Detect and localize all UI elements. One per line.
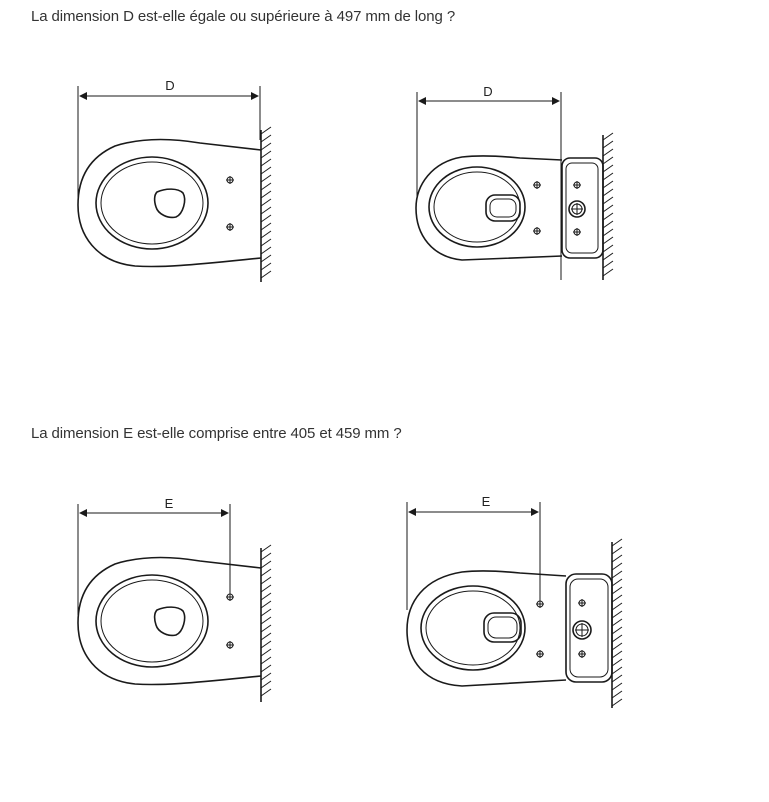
mounting-points [536,600,544,658]
cistern [566,574,612,682]
dimension-line-e [407,494,540,610]
dimension-label: E [164,496,174,511]
wall-hatching [603,133,613,280]
toilet-bowl [416,156,562,260]
mounting-points [533,181,541,235]
diagram-close-coupled-toilet-e [0,420,769,720]
question-dimension-e: La dimension E est-elle comprise entre 405 et 459 mm ? [31,425,402,442]
dimension-label: D [165,78,175,93]
dimension-label: E [481,494,491,509]
question-dimension-d: La dimension D est-elle égale ou supérieure à 497 mm de long ? [31,8,456,25]
wall-hatching [612,539,622,708]
toilet-bowl [407,571,566,686]
cistern [562,158,603,258]
diagram-close-coupled-toilet-d [0,0,769,300]
dimension-label: D [483,84,493,99]
